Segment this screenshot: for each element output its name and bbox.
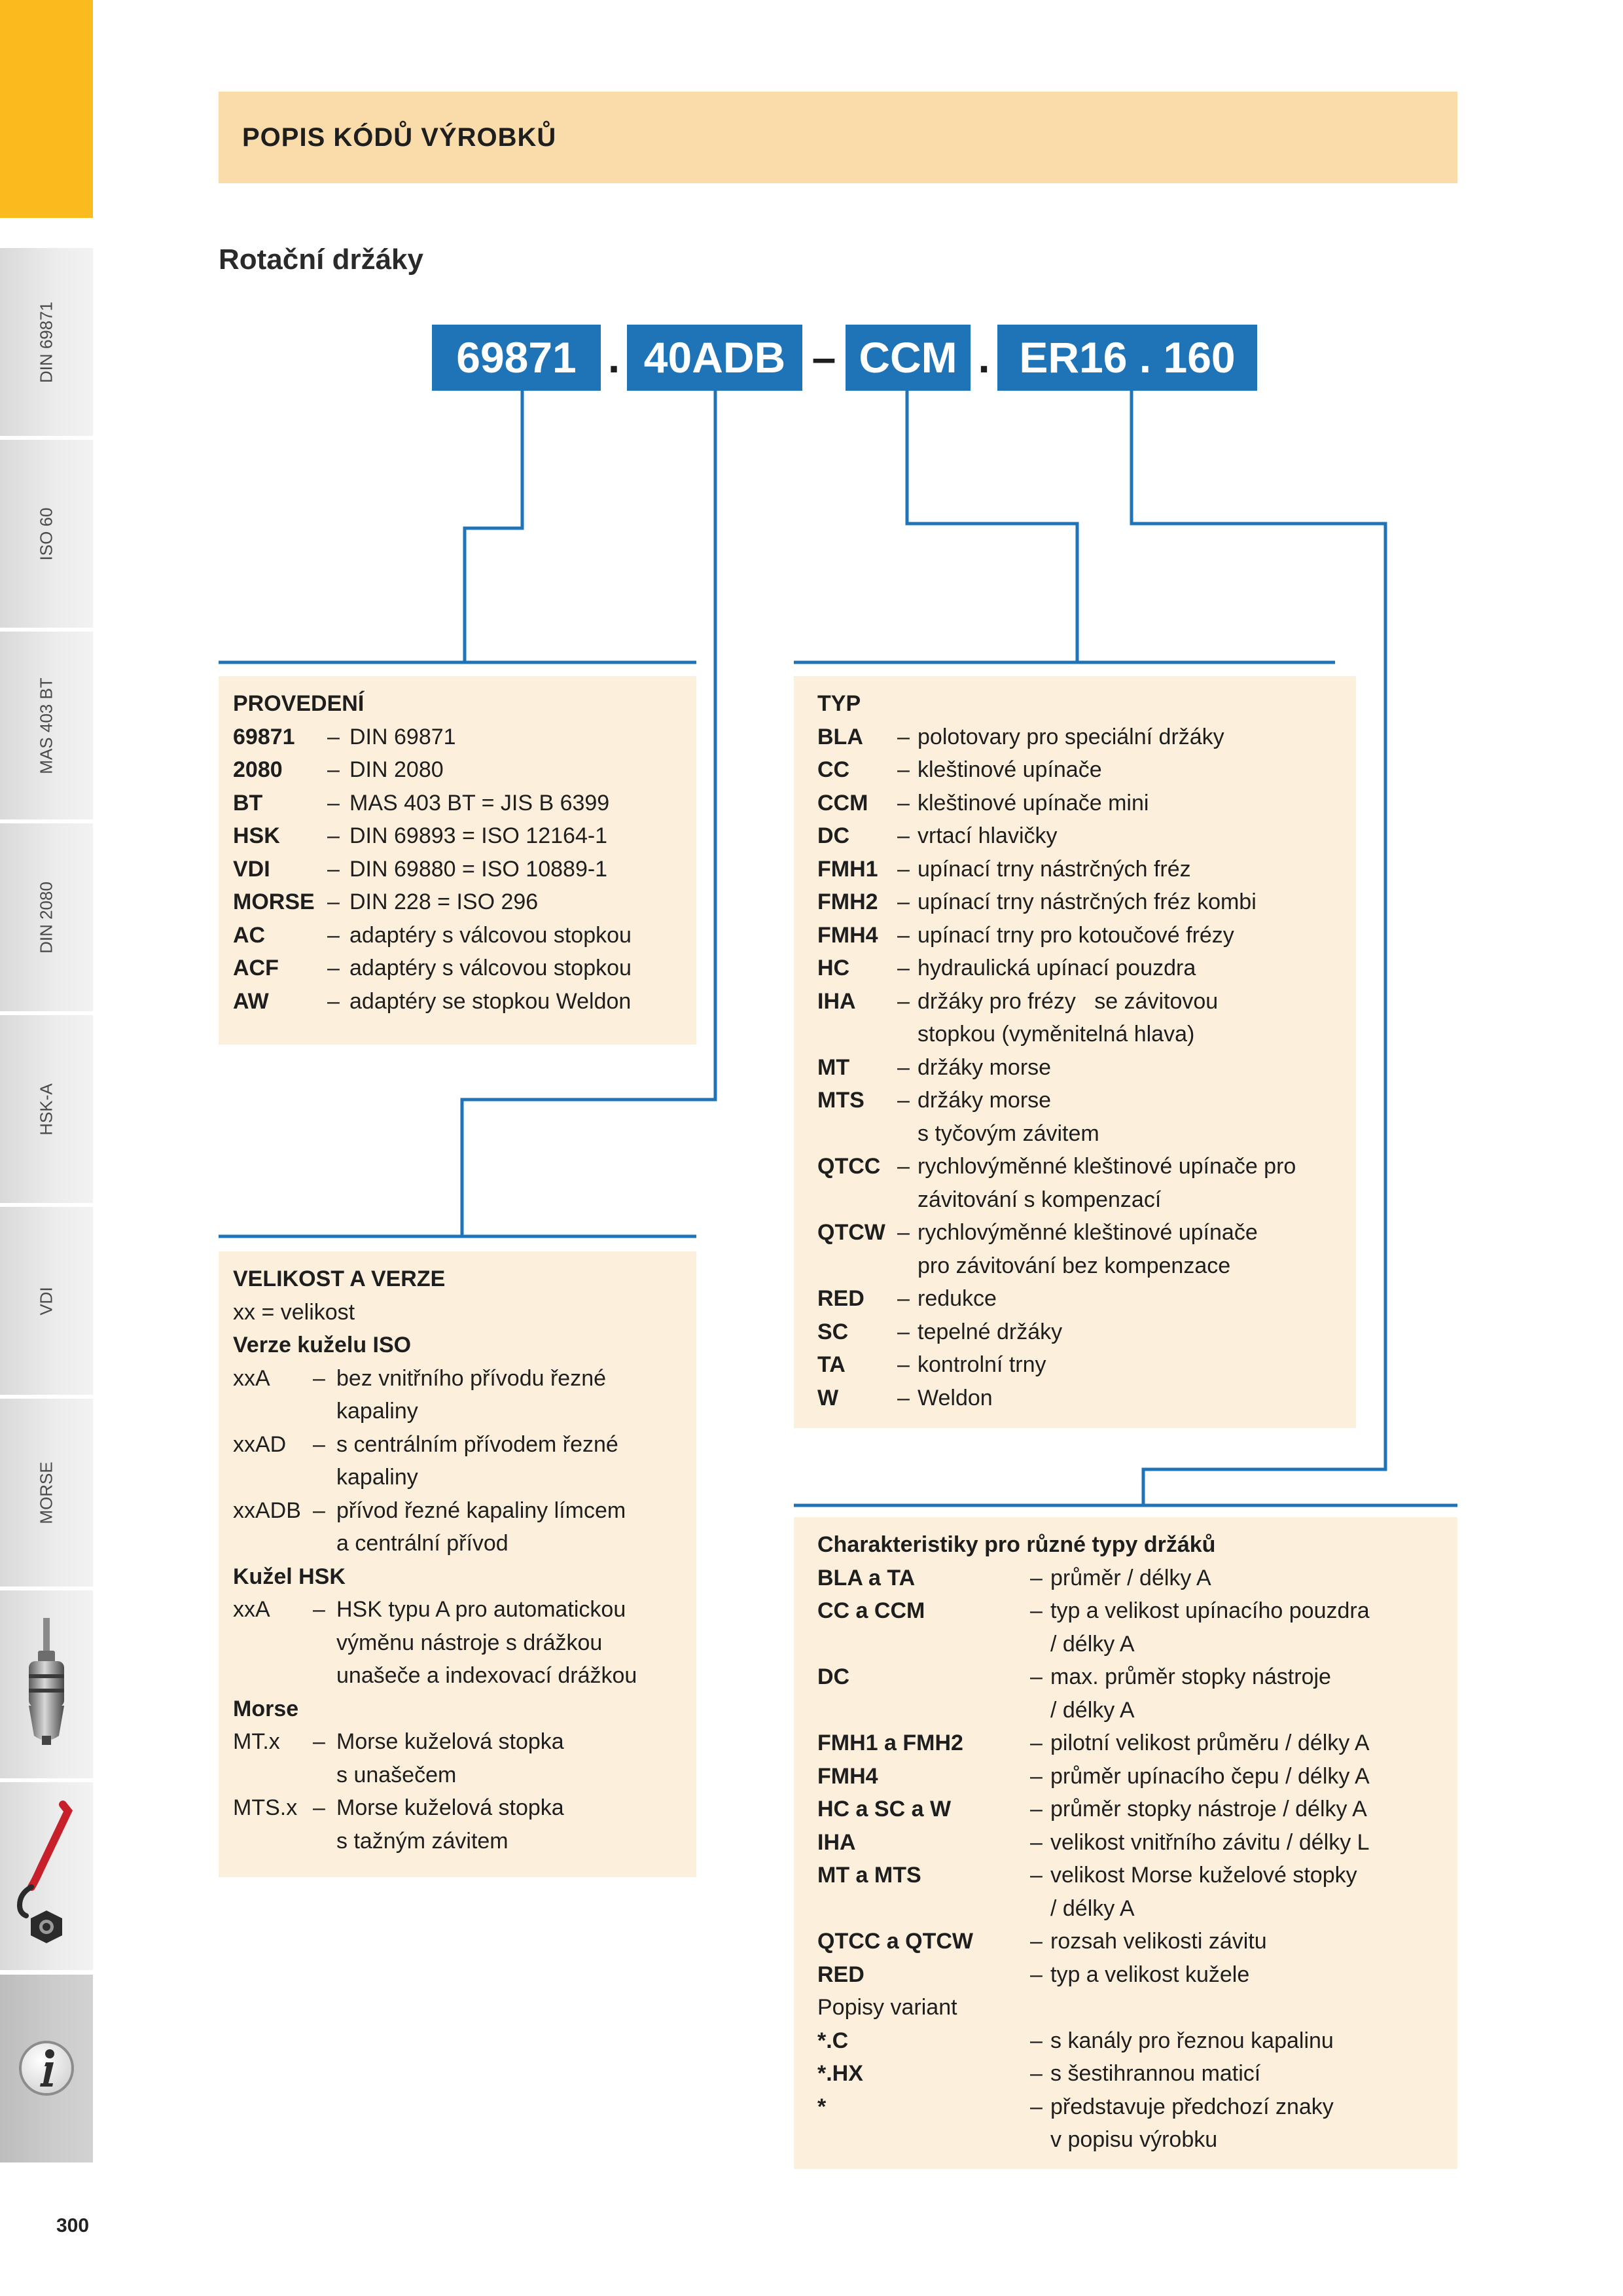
row-code: SC	[817, 1319, 849, 1344]
row-code: FMH1 a FMH2	[817, 1731, 963, 1755]
velikost-box	[219, 1251, 696, 1877]
row-dash: –	[327, 790, 340, 816]
row-dash: –	[897, 889, 910, 914]
connector-typ	[907, 391, 1077, 662]
sidebar-tab-label: HSK-A	[36, 1083, 56, 1136]
row-description-line: s centrálním přívodem řezné	[336, 1431, 618, 1457]
row-description-line: unašeče a indexovací drážkou	[336, 1663, 637, 1688]
row-description-line: / délky A	[1050, 1895, 1135, 1921]
row-dash: –	[327, 724, 340, 749]
provedeni-list	[233, 721, 696, 1018]
row-description	[349, 819, 696, 853]
list-row	[233, 753, 696, 787]
row-code: MT	[817, 1054, 850, 1080]
row-description-line: s tažným závitem	[336, 1828, 508, 1854]
connector-provedeni	[465, 391, 522, 662]
row-description	[918, 1382, 1356, 1415]
row-description-line: držáky pro frézy se závitovou	[918, 988, 1219, 1014]
code-part-typ: CCM	[846, 325, 971, 391]
list-row	[817, 753, 1356, 787]
list-row	[233, 1791, 696, 1857]
box-title: Charakteristiky pro různé typy držáků	[817, 1532, 1216, 1557]
row-description	[918, 985, 1356, 1051]
row-dash: –	[1030, 1565, 1043, 1590]
list-row	[817, 1760, 1457, 1793]
row-dash: –	[327, 956, 340, 980]
list-subheading: Verze kuželu ISO	[233, 1333, 412, 1357]
row-dash: –	[897, 856, 910, 882]
row-code: DC	[817, 1664, 850, 1689]
list-row	[817, 1594, 1457, 1660]
row-dash: –	[1030, 2061, 1043, 2086]
list-row	[233, 853, 696, 886]
row-description	[349, 886, 696, 919]
section-subtitle: Rotační držáky	[219, 243, 423, 276]
code-separator: .	[607, 333, 620, 382]
list-row	[817, 853, 1356, 886]
row-description-line: DIN 69871	[349, 724, 456, 749]
row-description	[1050, 1925, 1457, 1958]
list-row	[817, 1859, 1457, 1925]
row-description	[918, 819, 1356, 853]
row-description	[349, 787, 696, 820]
code-separator: –	[812, 333, 836, 382]
list-row	[817, 1084, 1356, 1150]
list-row	[817, 819, 1356, 853]
row-code: BT	[233, 790, 263, 816]
row-dash: –	[897, 1352, 910, 1377]
row-description	[918, 1216, 1356, 1282]
row-description-line: typ a velikost upínacího pouzdra	[1050, 1598, 1370, 1623]
row-description-line: kleštinové upínače mini	[918, 790, 1149, 816]
list-row	[817, 2057, 1457, 2090]
row-code: RED	[817, 1286, 865, 1311]
row-description-line: adaptéry s válcovou stopkou	[349, 922, 632, 948]
row-description	[1050, 1594, 1457, 1660]
row-description-line: MAS 403 BT = JIS B 6399	[349, 790, 610, 816]
sidebar-tab-label: MAS 403 BT	[36, 677, 56, 774]
list-row	[817, 919, 1356, 952]
row-description-line: adaptéry se stopkou Weldon	[349, 988, 632, 1014]
row-description-line: průměr upínacího čepu / délky A	[1050, 1763, 1370, 1789]
row-description-line: rychlovýměnné kleštinové upínače	[918, 1220, 1258, 1245]
row-description-line: / délky A	[1050, 1697, 1135, 1723]
row-description-line: vrtací hlavičky	[918, 823, 1058, 848]
row-description	[349, 919, 696, 952]
list-text: Popisy variant	[817, 1995, 957, 2020]
box-title: VELIKOST A VERZE	[233, 1266, 446, 1291]
row-dash: –	[897, 724, 910, 749]
list-row	[233, 886, 696, 919]
row-code: CC a CCM	[817, 1598, 925, 1623]
row-dash: –	[313, 1795, 325, 1820]
sidebar-tab-label: MORSE	[36, 1461, 56, 1524]
code-separator: .	[978, 333, 990, 382]
row-code: MT a MTS	[817, 1863, 921, 1888]
row-dash: –	[897, 790, 910, 816]
row-code: BLA a TA	[817, 1565, 916, 1590]
row-code: MORSE	[233, 889, 315, 914]
row-dash: –	[1030, 1731, 1043, 1755]
list-row	[233, 985, 696, 1018]
row-description-line: / délky A	[1050, 1631, 1135, 1657]
list-row	[817, 721, 1356, 754]
row-description-line: s kanály pro řeznou kapalinu	[1050, 2028, 1334, 2053]
row-code: IHA	[817, 1829, 856, 1855]
row-description-line: typ a velikost kužele	[1050, 1962, 1250, 1987]
list-row	[817, 787, 1356, 820]
row-description	[1050, 2024, 1457, 2058]
list-row	[233, 721, 696, 754]
list-row	[817, 1282, 1356, 1316]
row-code: MT.x	[233, 1729, 280, 1754]
list-subheading: Kužel HSK	[233, 1564, 346, 1589]
row-description-line: pro závitování bez kompenzace	[918, 1253, 1231, 1278]
list-row	[233, 1725, 696, 1791]
row-description	[1050, 2090, 1457, 2157]
row-description	[918, 919, 1356, 952]
row-dash: –	[897, 922, 910, 948]
list-subheading: Morse	[233, 1696, 299, 1721]
row-description	[336, 1725, 696, 1791]
row-description	[349, 721, 696, 754]
row-code: xxADB	[233, 1498, 301, 1523]
list-row	[233, 1494, 696, 1560]
charakteristiky-box	[794, 1517, 1457, 2169]
row-description-line: kontrolní trny	[918, 1352, 1046, 1377]
list-row	[817, 1958, 1457, 1992]
row-description-line: DIN 228 = ISO 296	[349, 889, 539, 914]
row-description-line: v popisu výrobku	[1050, 2127, 1218, 2152]
row-dash: –	[1030, 1664, 1043, 1689]
row-code: *	[817, 2094, 827, 2119]
sidebar-tab-label: DIN 2080	[36, 881, 56, 954]
row-dash: –	[897, 1154, 910, 1179]
list-row	[817, 1348, 1356, 1382]
row-description-line: adaptéry s válcovou stopkou	[349, 956, 632, 980]
row-dash: –	[327, 757, 340, 782]
row-dash: –	[897, 988, 910, 1014]
row-dash: –	[1030, 1797, 1043, 1821]
code-part-velikost: 40ADB	[627, 325, 802, 391]
row-description	[1050, 2057, 1457, 2090]
row-code: xxA	[233, 1597, 270, 1622]
row-description	[1050, 1793, 1457, 1826]
row-code: FMH4	[817, 922, 878, 948]
row-dash: –	[897, 1220, 910, 1245]
row-description-line: velikost vnitřního závitu / délky L	[1050, 1829, 1370, 1855]
row-dash: –	[1030, 1962, 1043, 1987]
row-description-line: velikost Morse kuželové stopky	[1050, 1863, 1357, 1888]
box-title: PROVEDENÍ	[233, 691, 365, 716]
row-dash: –	[897, 1286, 910, 1311]
row-code: 2080	[233, 757, 283, 782]
row-description	[336, 1593, 696, 1693]
row-description	[1050, 1727, 1457, 1760]
row-dash: –	[327, 856, 340, 882]
list-row	[817, 1051, 1356, 1085]
sidebar-tab-label: DIN 69871	[36, 301, 56, 383]
row-description	[918, 1316, 1356, 1349]
list-row	[817, 1826, 1457, 1859]
list-row	[233, 1428, 696, 1494]
row-dash: –	[1030, 2028, 1043, 2053]
row-description	[349, 853, 696, 886]
row-description-line: s unašečem	[336, 1762, 457, 1787]
row-description	[336, 1362, 696, 1428]
row-description-line: rychlovýměnné kleštinové upínače pro	[918, 1154, 1296, 1179]
row-description-line: redukce	[918, 1286, 997, 1311]
row-dash: –	[327, 922, 340, 948]
list-row	[817, 2090, 1457, 2157]
row-description	[349, 952, 696, 985]
row-description-line: Morse kuželová stopka	[336, 1795, 564, 1820]
row-description-line: držáky morse	[918, 1088, 1052, 1113]
row-dash: –	[897, 956, 910, 980]
row-description-line: pilotní velikost průměru / délky A	[1050, 1731, 1370, 1755]
provedeni-box	[219, 676, 696, 1045]
typ-list	[817, 721, 1356, 1415]
box-title: TYP	[817, 691, 861, 716]
list-row	[233, 1362, 696, 1428]
row-description	[918, 853, 1356, 886]
row-description-line: hydraulická upínací pouzdra	[918, 956, 1196, 980]
row-code: QTCC	[817, 1154, 881, 1179]
row-dash: –	[1030, 1929, 1043, 1954]
charakteristiky-list	[817, 1562, 1457, 2157]
row-dash: –	[327, 889, 340, 914]
row-code: MTS.x	[233, 1795, 298, 1820]
row-code: QTCW	[817, 1220, 885, 1245]
velikost-list	[233, 1296, 696, 1858]
row-code: *.C	[817, 2028, 849, 2053]
row-description	[1050, 1958, 1457, 1992]
typ-box	[794, 676, 1356, 1428]
row-description	[918, 1282, 1356, 1316]
row-description	[918, 1150, 1356, 1216]
list-row	[817, 952, 1356, 985]
row-dash: –	[1030, 1598, 1043, 1623]
row-description	[349, 753, 696, 787]
row-dash: –	[313, 1597, 325, 1622]
row-description-line: DIN 69880 = ISO 10889-1	[349, 856, 608, 882]
row-description-line: průměr / délky A	[1050, 1565, 1211, 1590]
row-dash: –	[327, 988, 340, 1014]
row-description	[349, 985, 696, 1018]
row-dash: –	[313, 1431, 325, 1457]
row-description-line: max. průměr stopky nástroje	[1050, 1664, 1331, 1689]
list-row	[817, 1562, 1457, 1595]
row-description-line: a centrální přívod	[336, 1531, 508, 1556]
row-code: *.HX	[817, 2061, 863, 2086]
list-row	[233, 787, 696, 820]
row-description	[918, 753, 1356, 787]
list-row	[817, 1382, 1356, 1415]
row-description-line: kapaliny	[336, 1465, 418, 1490]
row-code: AW	[233, 988, 269, 1014]
row-description-line: HSK typu A pro automatickou	[336, 1597, 626, 1622]
row-code: AC	[233, 922, 266, 948]
row-description	[1050, 1859, 1457, 1925]
row-description-line: upínací trny nástrčných fréz kombi	[918, 889, 1257, 914]
code-part-charakteristiky: ER16 . 160	[997, 325, 1257, 391]
row-description-line: stopkou (vyměnitelná hlava)	[918, 1022, 1195, 1047]
row-description-line: Morse kuželová stopka	[336, 1729, 564, 1754]
row-dash: –	[897, 1088, 910, 1113]
row-description-line: s šestihrannou maticí	[1050, 2061, 1261, 2086]
list-row	[233, 819, 696, 853]
row-description	[918, 721, 1356, 754]
row-description	[1050, 1826, 1457, 1859]
row-code: FMH2	[817, 889, 878, 914]
list-row	[233, 1593, 696, 1693]
row-description-line: bez vnitřního přívodu řezné	[336, 1365, 607, 1391]
list-row	[817, 1727, 1457, 1760]
row-description	[918, 1051, 1356, 1085]
row-dash: –	[1030, 1829, 1043, 1855]
row-code: FMH4	[817, 1763, 878, 1789]
row-description-line: kleštinové upínače	[918, 757, 1102, 782]
row-code: HSK	[233, 823, 280, 848]
row-dash: –	[897, 1054, 910, 1080]
list-row	[817, 1216, 1356, 1282]
row-description	[918, 952, 1356, 985]
row-code: DC	[817, 823, 850, 848]
row-code: xxAD	[233, 1431, 287, 1457]
row-code: HC	[817, 956, 850, 980]
list-text: xx = velikost	[233, 1299, 355, 1325]
list-row	[817, 1660, 1457, 1727]
row-description-line: kapaliny	[336, 1399, 418, 1424]
row-dash: –	[897, 757, 910, 782]
page-title: POPIS KÓDŮ VÝROBKŮ	[242, 123, 557, 152]
row-description-line: rozsah velikosti závitu	[1050, 1929, 1267, 1954]
row-code: FMH1	[817, 856, 878, 882]
row-dash: –	[313, 1498, 325, 1523]
row-description	[1050, 1660, 1457, 1727]
row-description-line: přívod řezné kapaliny límcem	[336, 1498, 626, 1523]
row-code: xxA	[233, 1365, 270, 1391]
row-description-line: DIN 2080	[349, 757, 444, 782]
row-description-line: upínací trny pro kotoučové frézy	[918, 922, 1234, 948]
row-description-line: polotovary pro speciální držáky	[918, 724, 1224, 749]
row-dash: –	[313, 1729, 325, 1754]
row-description	[918, 787, 1356, 820]
sidebar-tab-label: ISO 60	[36, 507, 56, 560]
list-row	[817, 1925, 1457, 1958]
row-description	[336, 1494, 696, 1560]
row-description	[918, 886, 1356, 919]
row-dash: –	[897, 1319, 910, 1344]
sidebar-tab-label: VDI	[36, 1286, 56, 1316]
row-description-line: výměnu nástroje s drážkou	[336, 1630, 603, 1655]
row-code: QTCC a QTCW	[817, 1929, 973, 1954]
row-code: BLA	[817, 724, 863, 749]
row-description-line: představuje předchozí znaky	[1050, 2094, 1334, 2119]
row-description	[336, 1791, 696, 1857]
list-row	[233, 919, 696, 952]
row-description-line: upínací trny nástrčných fréz	[918, 856, 1191, 882]
row-description	[1050, 1760, 1457, 1793]
row-dash: –	[1030, 2094, 1043, 2119]
row-description-line: tepelné držáky	[918, 1319, 1063, 1344]
row-code: CC	[817, 757, 850, 782]
list-row	[817, 2024, 1457, 2058]
row-description	[918, 1084, 1356, 1150]
row-code: HC a SC a W	[817, 1797, 952, 1821]
row-code: IHA	[817, 988, 856, 1014]
row-code: TA	[817, 1352, 846, 1377]
page-number: 300	[56, 2215, 90, 2236]
row-dash: –	[897, 1385, 910, 1410]
list-row	[817, 1793, 1457, 1826]
row-description-line: držáky morse	[918, 1054, 1052, 1080]
list-row	[817, 985, 1356, 1051]
row-code: 69871	[233, 724, 295, 749]
row-description	[918, 1348, 1356, 1382]
row-description	[1050, 1562, 1457, 1595]
row-description-line: s tyčovým závitem	[918, 1121, 1099, 1146]
row-dash: –	[313, 1365, 325, 1391]
row-code: RED	[817, 1962, 865, 1987]
row-dash: –	[1030, 1863, 1043, 1888]
list-row	[817, 1316, 1356, 1349]
row-description	[336, 1428, 696, 1494]
row-description-line: závitování s kompenzací	[918, 1187, 1162, 1212]
row-description-line: průměr stopky nástroje / délky A	[1050, 1797, 1367, 1821]
list-row	[817, 1150, 1356, 1216]
row-code: W	[817, 1385, 839, 1410]
row-dash: –	[897, 823, 910, 848]
row-code: VDI	[233, 856, 270, 882]
row-dash: –	[327, 823, 340, 848]
row-code: CCM	[817, 790, 868, 816]
list-row	[233, 952, 696, 985]
list-row	[817, 886, 1356, 919]
code-part-provedeni: 69871	[432, 325, 601, 391]
row-code: ACF	[233, 956, 279, 980]
row-description-line: Weldon	[918, 1385, 993, 1410]
row-code: MTS	[817, 1088, 865, 1113]
row-dash: –	[1030, 1763, 1043, 1789]
row-description-line: DIN 69893 = ISO 12164-1	[349, 823, 608, 848]
